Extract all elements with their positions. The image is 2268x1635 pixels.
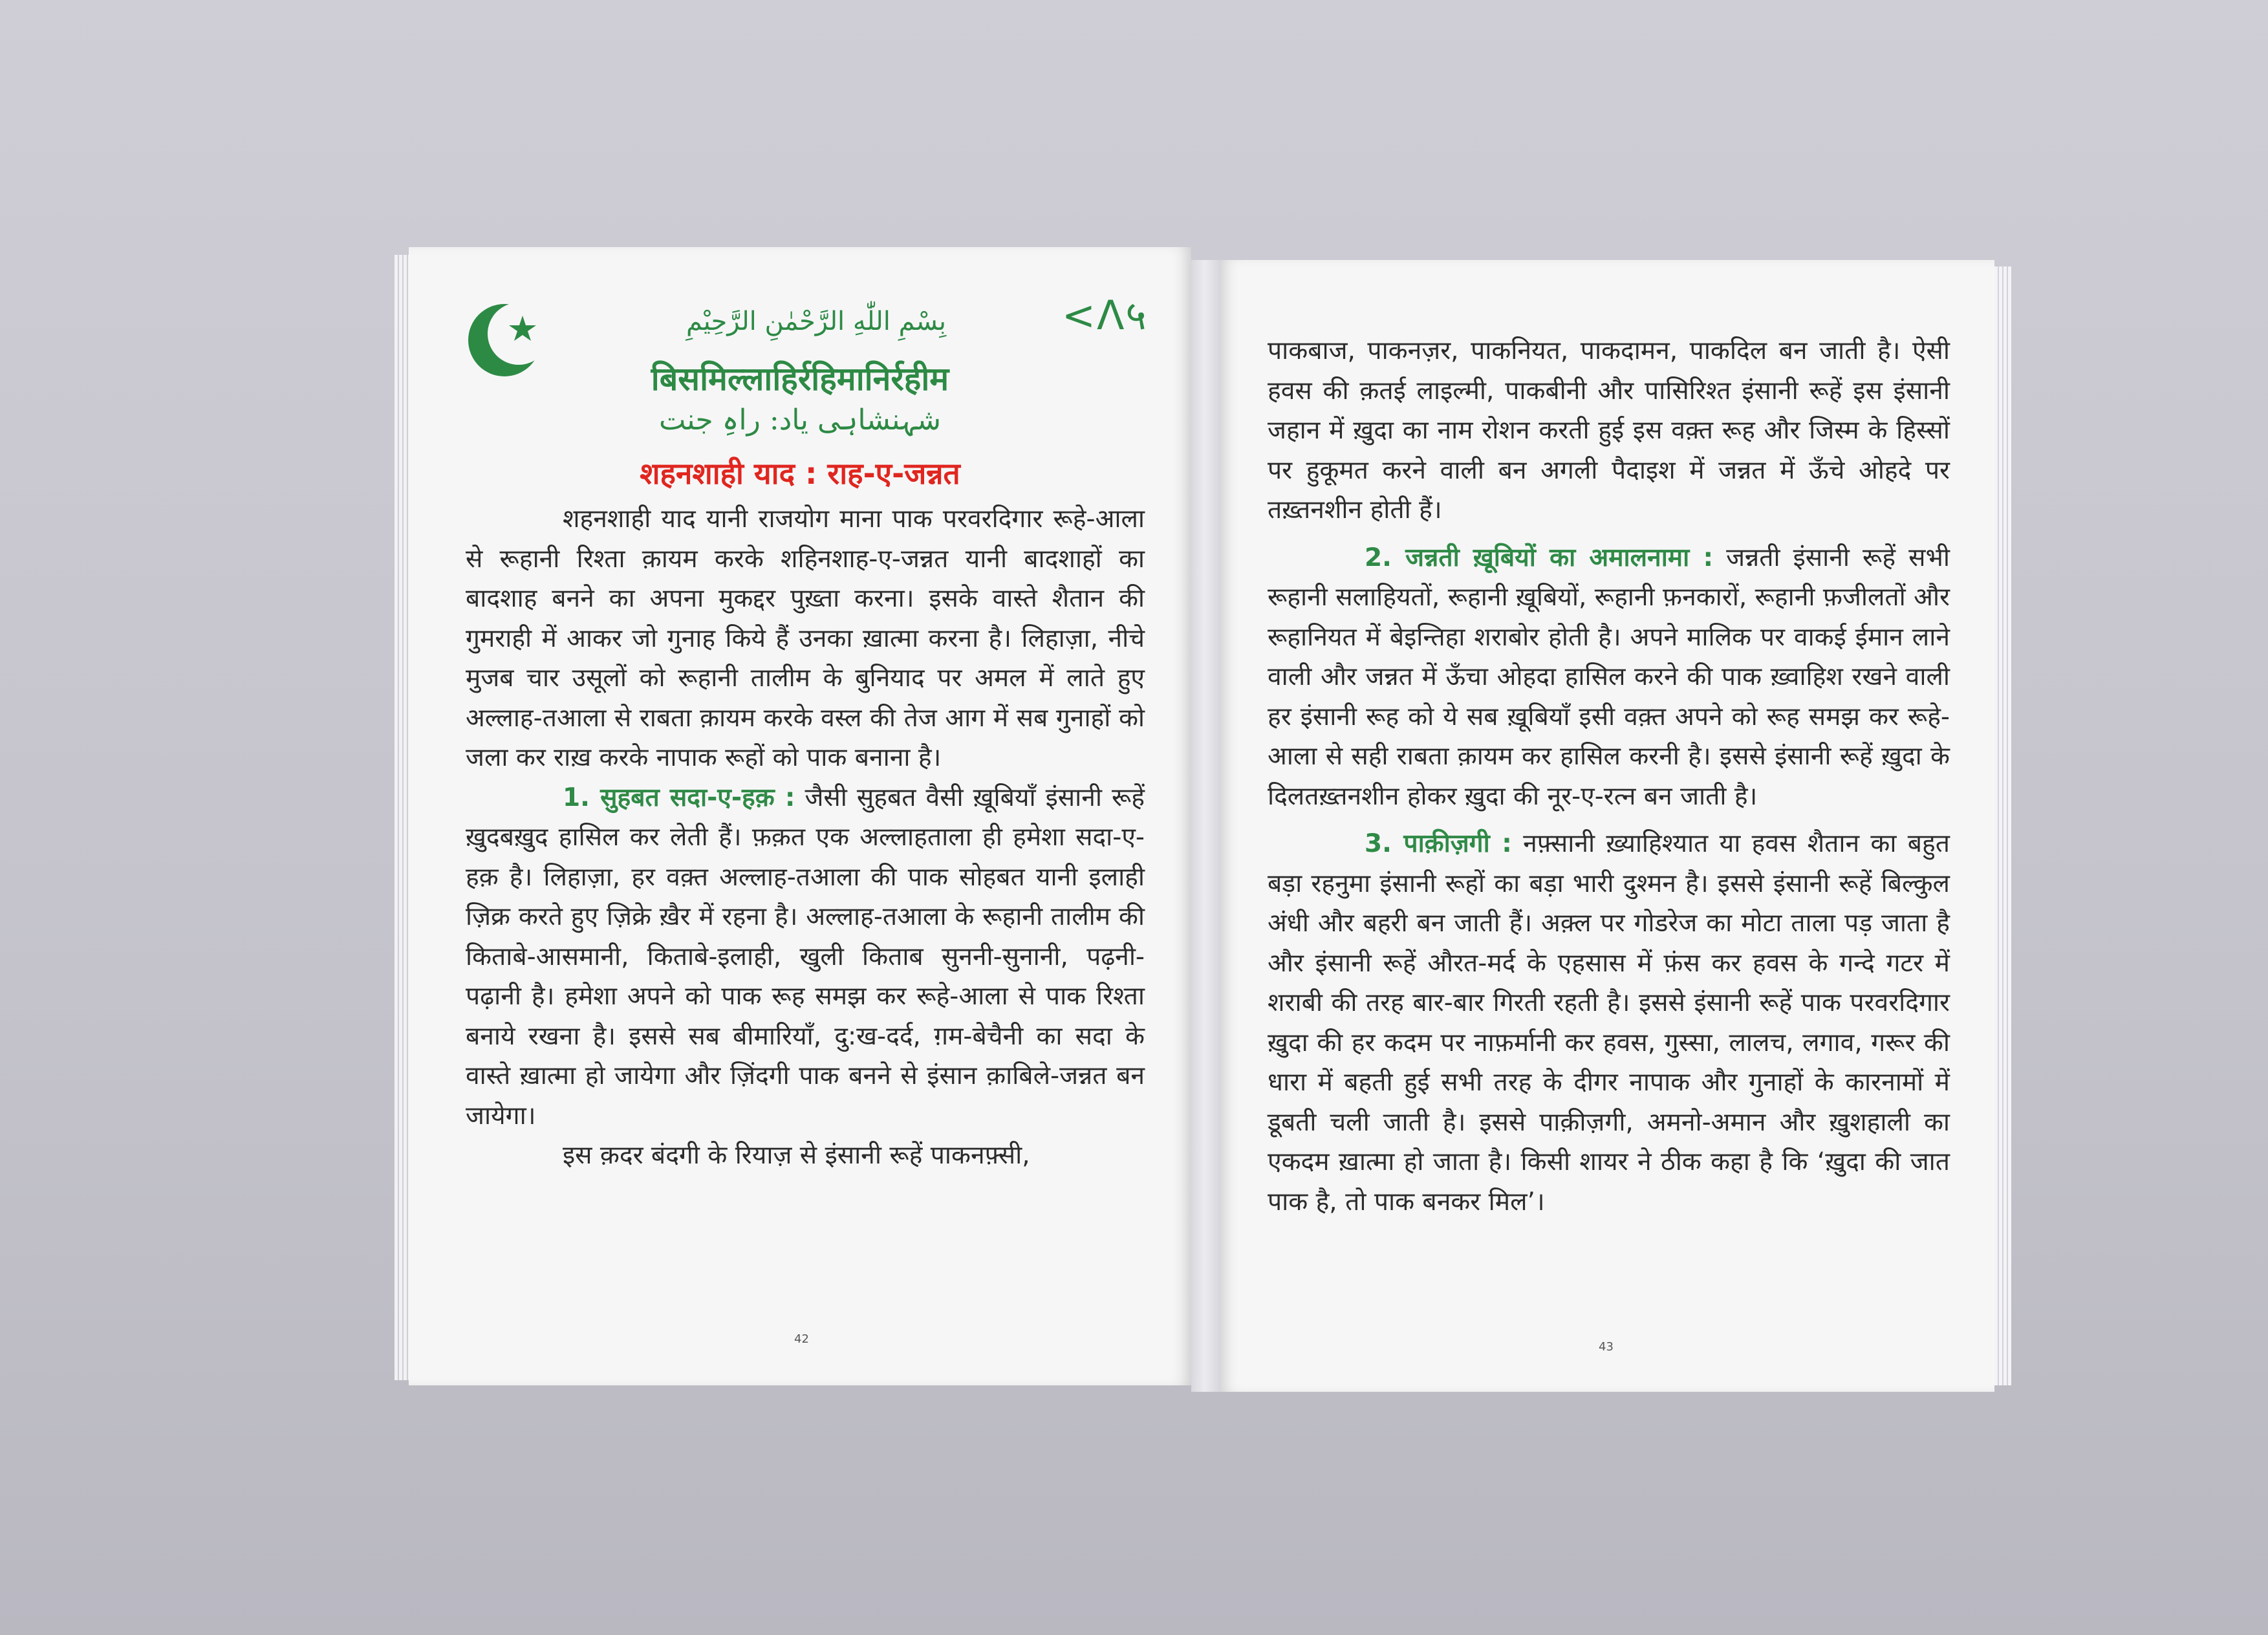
section-2-body: जन्नती इंसानी रूहें सभी रूहानी सलाहियतों, रूहानी ख़ूबियों, रूहानी फ़नकारों, रूहानी फ़जीलतों और रूहानियत में बेइन्तिहा शराबोर होती है। अपने मालिक पर वाकई ईमान लाने वाली और जन्नत में ऊँचा ओहदा हासिल करने की पाक ख़्वाहिश रखने वाली हर इंसानी रूह को ये सब ख़ूबियाँ इसी वक़्त अपने को रूह समझ कर रूहे-आला से सही राबता क़ायम कर हासिल करनी है। इससे इंसानी रूहें ख़ुदा के दिलतख़्तनशीन होकर ख़ुदा की नूर-ए-रत्न बन जाती है। bbox=[1268, 543, 1950, 811]
open-book bbox=[394, 241, 2011, 1398]
book-gutter bbox=[1191, 260, 1221, 1392]
section-2-title: 2. जन्नती ख़ूबियों का अमालनामा : bbox=[1365, 543, 1714, 572]
right-page bbox=[1221, 260, 1994, 1392]
section-2-paragraph bbox=[1268, 538, 1950, 817]
section-3-paragraph bbox=[1268, 824, 1950, 1222]
page-heading: शहनशाही याद : राह-ए-जन्नत bbox=[640, 456, 960, 491]
section-1-paragraph bbox=[466, 778, 1145, 1136]
continuation-paragraph: पाकबाज, पाकनज़र, पाकनियत, पाकदामन, पाकदिल बन जाती है। ऐसी हवस की क़तई लाइल्मी, पाकबीनी और पासिरिश्त इंसानी रूहें इस इंसानी जहान में ख़ुदा का नाम रोशन करती हुई इस वक़्त रूह और जिस्म के हिस्सों पर हुकूमत करने वाली बन अगली पैदाइश में जन्नत में ऊँचे ओहदे पर तख़्तनशीन होती हैं। bbox=[1268, 336, 1950, 525]
page-edges-right bbox=[1994, 266, 2011, 1385]
page-number-right: 43 bbox=[1599, 1340, 1614, 1354]
closing-paragraph: इस क़दर बंदगी के रियाज़ से इंसानी रूहें पाकनफ़्सी, bbox=[563, 1141, 1030, 1170]
section-1-body: जैसी सुहबत वैसी ख़ूबियाँ इंसानी रूहें ख़ुदबख़ुद हासिल कर लेती हैं। फ़क़त एक अल्लाहताला ही हमेशा सदा-ए-हक़ है। लिहाज़ा, हर वक़्त अल्लाह-तआला की पाक सोहबत यानी इलाही ज़िक्र करते हुए ज़िक्रे ख़ैर में रहना है। अल्लाह-तआला के रूहानी तालीम की किताबे-आसमानी, किताबे-इलाही, खुली किताब सुननी-सुनानी, पढ़नी-पढ़ानी है। हमेशा अपने को पाक रूह समझ कर रूहे-आला से पाक रिश्ता बनाये रखना है। इससे सब बीमारियाँ, दु:ख-दर्द, ग़म-बेचैनी का सदा के वास्ते ख़ात्मा हो जायेगा और ज़िंदगी पाक बनने से इंसान क़ाबिले-जन्नत बन जायेगा। bbox=[466, 783, 1145, 1131]
section-3-body: नफ़्सानी ख़्याहिश्यात या हवस शैतान का बहुत बड़ा रहनुमा इंसानी रूहों का बड़ा भारी दुश्मन है। इससे इंसानी रूहें बिल्कुल अंधी और बहरी बन जाती हैं। अक़्ल पर गोडरेज का मोटा ताला पड़ जाता है और इंसानी रूहें औरत-मर्द के एहसास में फ़ंस कर हवस के गन्दे गटर में शराबी की तरह बार-बार गिरती रहती है। इससे इंसानी रूहें पाक परवरदिगार ख़ुदा की हर कदम पर नाफ़र्मानी कर हवस, गुस्सा, लालच, लगाव, गरूर की धारा में बहती हुई सभी तरह के दीगर नापाक और गुनाहों के कारनामों में डूबती चली जाती है। इससे पाक़ीज़गी, अमनो-अमान और ख़ुशहाली का एकदम ख़ात्मा हो जाता है। किसी शायर ने ठीक कहा है कि ‘ख़ुदा की जात पाक है, तो पाक बनकर मिल’। bbox=[1268, 829, 1950, 1217]
page-number-left: 42 bbox=[794, 1332, 809, 1346]
page-number-mark: <Λ५ bbox=[1062, 292, 1148, 339]
left-page-body bbox=[466, 499, 1145, 1176]
left-page bbox=[409, 247, 1191, 1385]
section-3-title: 3. पाक़ीज़गी : bbox=[1365, 829, 1512, 858]
bismillah-calligraphy: بِسْمِ اللّٰهِ الرَّحْمٰنِ الرَّحِيْمِ bbox=[686, 307, 947, 336]
section-1-title: 1. सुहबत सदा-ए-हक़ : bbox=[563, 783, 795, 812]
intro-paragraph: शहनशाही याद यानी राजयोग माना पाक परवरदिगार रूहे-आला से रूहानी रिश्ता क़ायम करके शहिनशाह-ए-जन्नत यानी बादशाहों का बादशाह बनने का अपना मुकद्दर पुख़्ता करना। इसके वास्ते शैतान की गुमराही में आकर जो गुनाह किये हैं उनका ख़ात्मा करना है। लिहाज़ा, नीचे मुजब चार उसूलों को रूहानी तालीम के बुनियाद पर अमल में लाते हुए अल्लाह-तआला से राबता क़ायम करके वस्ल की तेज आग में सब गुनाहों को जला कर राख़ करके नापाक रूहों को पाक बनाना है। bbox=[466, 504, 1145, 772]
urdu-title: شہنشاہی یاد: راہِ جنت bbox=[658, 404, 941, 437]
right-page-body bbox=[1268, 331, 1950, 1222]
bismillah-hindi: बिसमिल्लाहिर्रहिमानिर्रहीम bbox=[651, 360, 949, 398]
